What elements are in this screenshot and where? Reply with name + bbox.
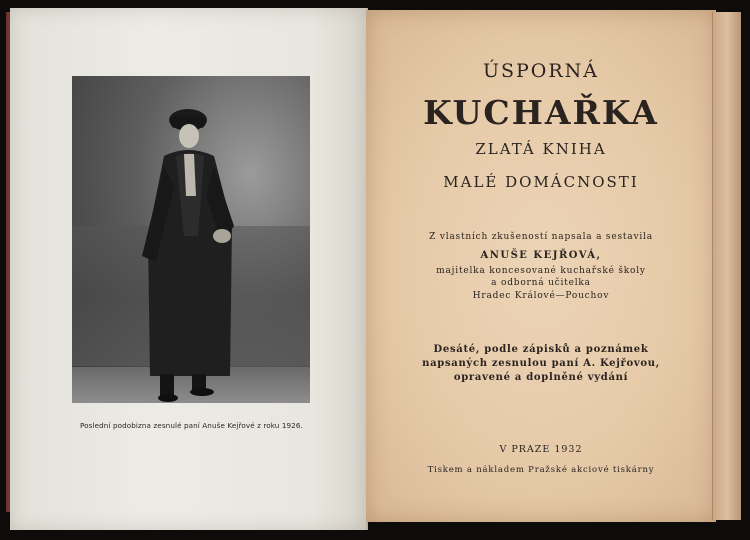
place-year: V PRAZE 1932	[499, 444, 583, 455]
edition-line-2: napsaných zesnulou paní A. Kejřovou,	[422, 358, 660, 369]
portrait-photo	[72, 76, 310, 403]
subtitle-line-1: ZLATÁ KNIHA	[475, 140, 607, 158]
woman-figure-icon	[72, 76, 310, 403]
author-role-1: majitelka koncesované kuchařské školy	[436, 266, 646, 276]
author-name: ANUŠE KEJŘOVÁ,	[480, 250, 602, 261]
publisher-line: Tiskem a nákladem Pražské akciové tiskárny	[427, 465, 655, 475]
author-role-2: a odborná učitelka	[491, 278, 591, 288]
photo-caption: Poslední podobizna zesnulé paní Anuše Kejřové z roku 1926.	[80, 421, 303, 430]
subtitle-line-2: MALÉ DOMÁCNOSTI	[443, 173, 639, 191]
edition-line-1: Desáté, podle zápisků a poznámek	[433, 344, 649, 355]
title-line-1: ÚSPORNÁ	[482, 60, 600, 82]
author-intro: Z vlastních zkušeností napsala a sestavila	[429, 232, 653, 242]
book-right-cover-edge	[712, 12, 741, 520]
edition-line-3: opravené a doplněné vydání	[453, 372, 629, 383]
author-place: Hradec Králové—Pouchov	[472, 291, 610, 301]
title-line-2: KUCHAŘKA	[423, 93, 659, 132]
